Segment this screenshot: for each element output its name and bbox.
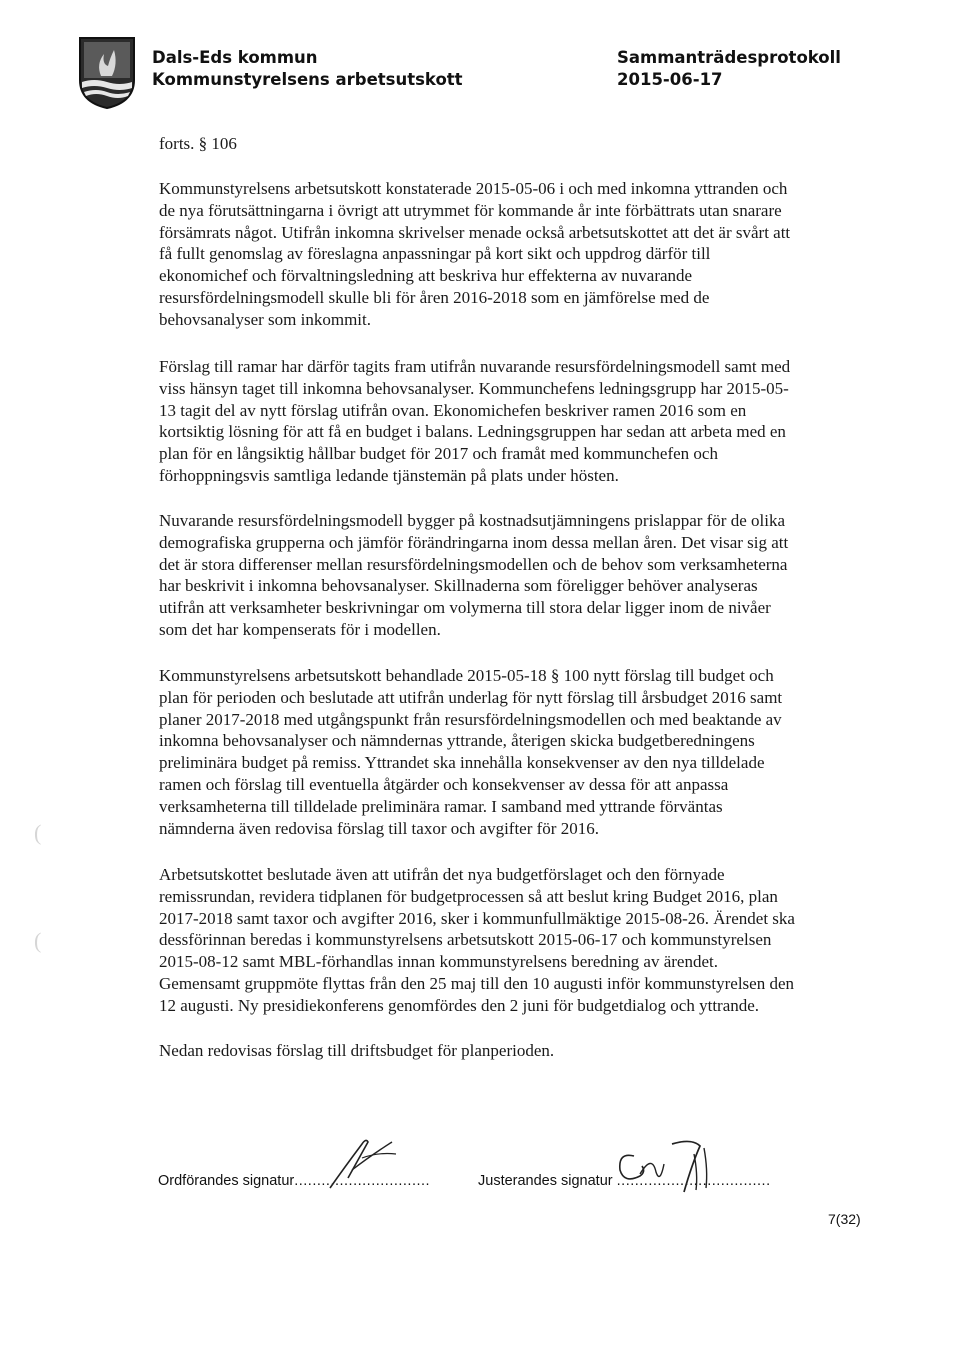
header-right — [617, 47, 841, 91]
text-line: planer 2017-2018 med utgångspunkt från resursfördelningsmodellen och med beaktande av — [159, 709, 782, 729]
text-line: utifrån att verksamheter beskrivningar om volymerna till stora delar ligger inom de nivåer — [159, 598, 771, 618]
text-line: Gemensamt gruppmöte flyttas från den 25 maj till den 10 augusti inför kommunstyrelsen den — [159, 973, 795, 993]
text-line: Kommunstyrelsens arbetsutskott behandlade 2015-05-18 § 100 nytt förslag till budget och — [159, 666, 774, 685]
text-line: förhoppningsvis samtliga ledande tjänstemän på plats under hösten. — [159, 465, 619, 485]
text-line: demografiska grupperna och jämför förändringarna inom dessa mellan åren. Det visar sig att — [159, 532, 789, 552]
adjuster-signature-label: Justerandes signatur — [478, 1173, 613, 1189]
municipality-coat-of-arms-icon — [78, 36, 136, 110]
committee-name: Kommunstyrelsens arbetsutskott — [152, 70, 463, 89]
text-line: plan för perioden och beslutade att utifrån underlag för nytt förslag till årsbudget 2016 samt — [159, 687, 783, 707]
text-line: kortsiktig lösning för att få en budget i balans. Ledningsgruppen har sedan att arbeta med en — [159, 422, 786, 442]
meeting-date: 2015-06-17 — [617, 70, 723, 89]
text-line: nämnderna även redovisa förslag till taxor och avgifter för 2016. — [159, 818, 599, 838]
text-line: försämrats något. Utifrån inkomna skrivelser menade också arbetsutskottet att det är svårt att — [159, 222, 791, 242]
text-line: Kommunstyrelsens arbetsutskott konstaterade 2015-05-06 i och med inkomna yttranden och — [159, 179, 788, 198]
text-line: verksamheterna till tilldelade preliminära ramar. I samband med yttrande förväntas — [159, 796, 723, 816]
municipality-name: Dals-Eds kommun — [152, 48, 318, 67]
paragraph — [159, 665, 879, 839]
text-line: de nya förutsättningarna i övrigt att utrymmet för kommande år inte förbättrats utan snarare — [159, 200, 782, 220]
continuation-label: forts. § 106 — [159, 134, 237, 153]
paragraph — [159, 510, 879, 641]
paragraph — [159, 1040, 879, 1062]
margin-mark: ( — [34, 820, 42, 845]
text-line: resursfördelningsmodell skulle bli för åren 2016-2018 som en jämförelse med de — [159, 287, 710, 307]
paragraph — [159, 356, 879, 487]
page-number: 7(32) — [828, 1211, 861, 1227]
text-line: inkomna behovsanalyser och nämndernas yttrande, återigen skicka budgetberedningens — [159, 731, 755, 751]
margin-mark: ( — [34, 928, 42, 953]
text-line: 13 tagit del av nytt förslag utifrån ovan. Ekonomichefen beskriver ramen 2016 som en — [159, 400, 747, 420]
chair-handwritten-signature — [322, 1130, 402, 1194]
text-line: viss hänsyn taget till inkomna behovsanalyser. Kommunchefens ledningsgrupp har 2015-05- — [159, 378, 789, 398]
text-line: har beskrivit i inkomna behovsanalyser. Skillnaderna som föreligger behöver analyseras — [159, 576, 758, 596]
text-line: remissrundan, revidera tidplanen för budgetprocessen så att beslut kring Budget 2016, plan — [159, 886, 778, 906]
chair-signature-label: Ordförandes signatur — [158, 1173, 295, 1189]
adjuster-handwritten-signatures — [612, 1134, 722, 1198]
text-line: dessförinnan beredas i kommunstyrelsens arbetsutskott 2015-06-17 och kommunstyrelsen — [159, 930, 772, 950]
text-line: 12 augusti. Ny presidiekonferens genomfördes den 2 juni för budgetdialog och yttrande. — [159, 995, 760, 1015]
signature-dots: .................................. — [616, 1173, 771, 1189]
text-line: ekonomichef och förvaltningsledning att beskriva hur effekterna av nuvarande — [159, 266, 693, 286]
paragraph — [159, 178, 879, 331]
text-line: få fullt genomslag av föreslagna anpassningar på kort sikt och uppdrog därför till — [159, 244, 711, 264]
text-line: som det har kompenserats för i modellen. — [159, 619, 441, 639]
text-line: behovsanalyser som inkommit. — [159, 309, 372, 329]
header-left — [152, 47, 463, 91]
text-line: Nedan redovisas förslag till driftsbudget för planperioden. — [159, 1041, 555, 1060]
text-line: Förslag till ramar har därför tagits fram utifrån nuvarande resursfördelningsmodell samt med — [159, 357, 791, 376]
text-line: Arbetsutskottet beslutade även att utifrån det nya budgetförslaget och den förnyade — [159, 865, 725, 884]
text-line: Nuvarande resursfördelningsmodell bygger på kostnadsutjämningens prislappar för de olika — [159, 511, 786, 530]
text-line: preliminära budget på remiss. Yttrandet ska innehålla konsekvenser av den nya tilldelade — [159, 753, 765, 773]
section-continuation — [159, 133, 879, 155]
text-line: ramen och förslag till eventuella åtgärder och konsekvenser av dessa för att anpassa — [159, 774, 729, 794]
text-line: det är stora differenser mellan resursfördelningsmodellen och de behov som verksamheterna — [159, 554, 788, 574]
document-type: Sammanträdesprotokoll — [617, 48, 841, 67]
text-line: 2015-08-12 samt MBL-förhandlas innan kommunstyrelsens beredning av ärendet. — [159, 952, 718, 972]
signature-dots: .............................. — [294, 1173, 431, 1189]
paragraph — [159, 864, 879, 1017]
text-line: 2017-2018 samt taxor och avgifter 2016, sker i kommunfullmäktige 2015-08-26. Ärendet ska — [159, 908, 795, 928]
text-line: plan för en långsiktig hållbar budget för 2017 och framåt med kommunchefen och — [159, 444, 718, 464]
